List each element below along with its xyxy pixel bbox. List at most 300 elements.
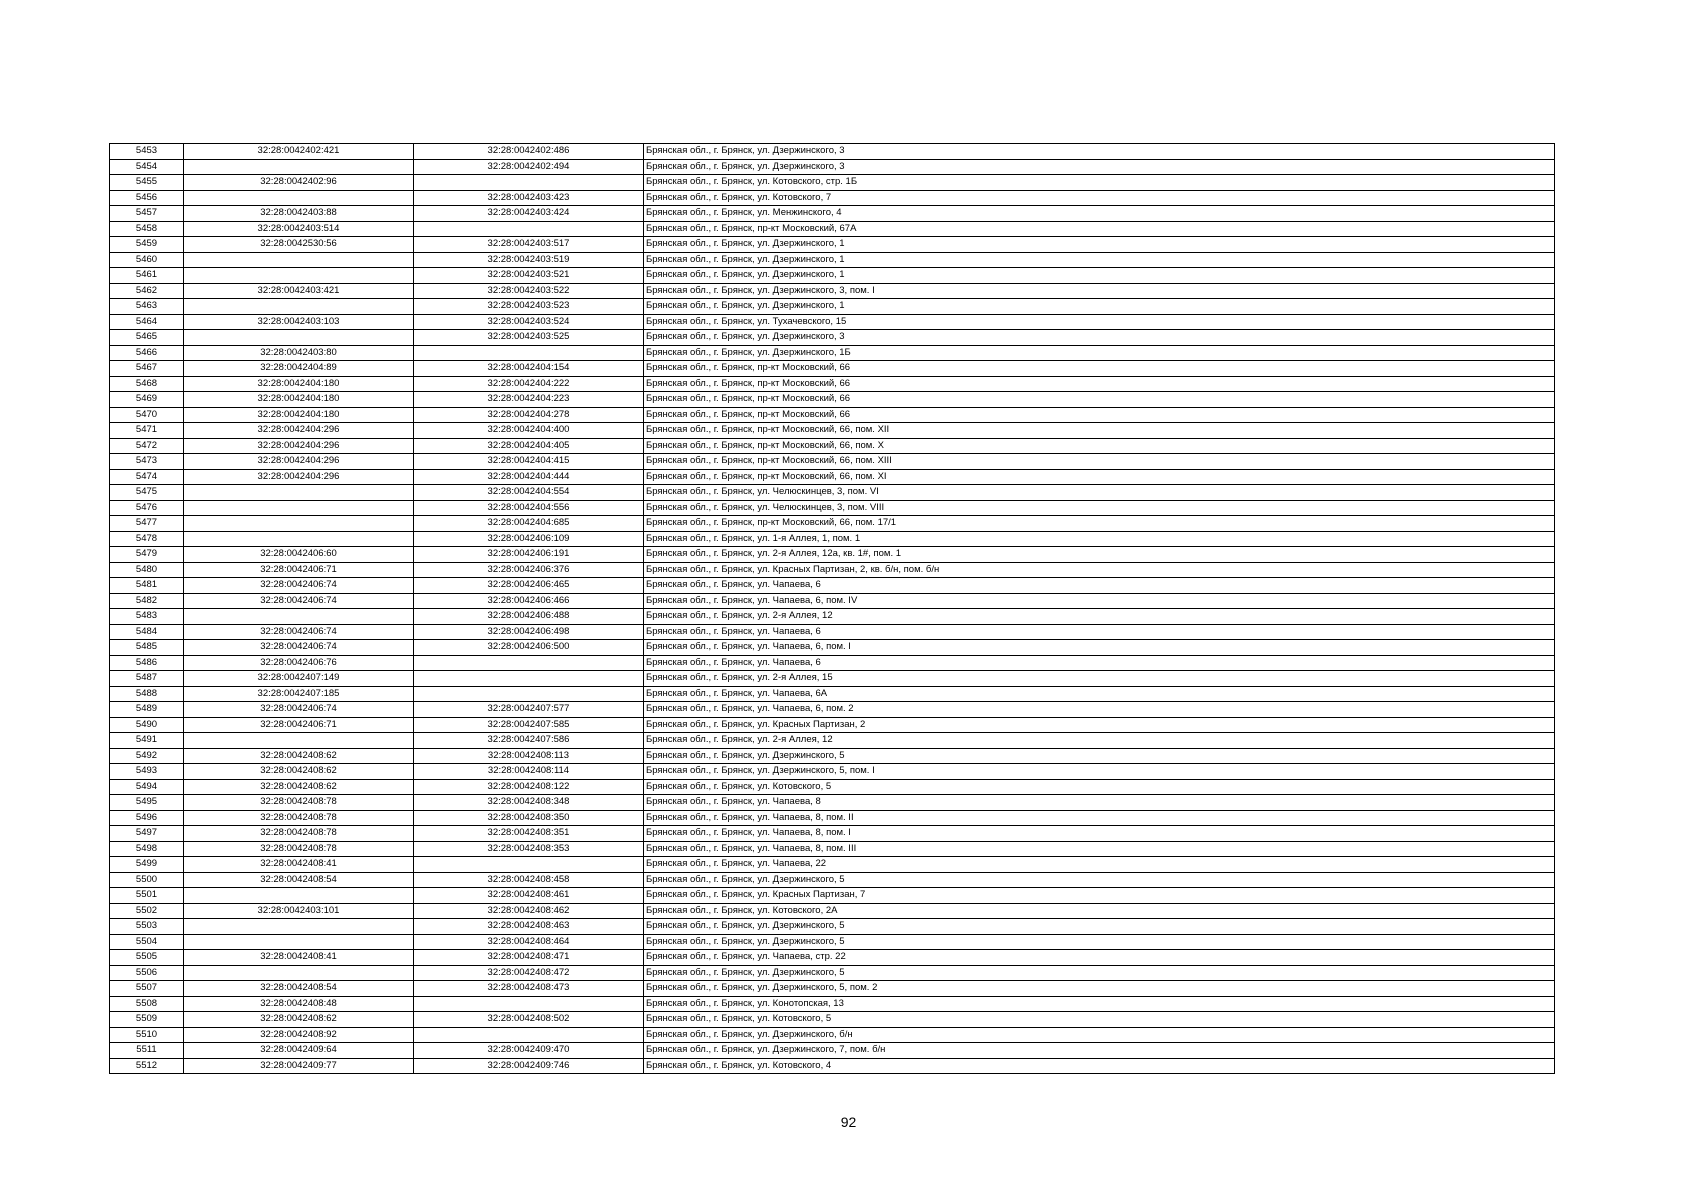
parent-cadastral-number-cell: 32:28:0042406:76 xyxy=(184,655,414,671)
address-cell: Брянская обл., г. Брянск, ул. Чапаева, 8, пом. II xyxy=(644,810,1555,826)
address-cell: Брянская обл., г. Брянск, ул. 2-я Аллея, 12 xyxy=(644,609,1555,625)
address-cell: Брянская обл., г. Брянск, пр-кт Московский, 66 xyxy=(644,376,1555,392)
row-index-cell: 5495 xyxy=(110,795,184,811)
cadastral-number-cell: 32:28:0042408:473 xyxy=(414,981,644,997)
address-cell: Брянская обл., г. Брянск, ул. Дзержинского, 5 xyxy=(644,872,1555,888)
table-row xyxy=(110,950,1555,966)
cadastral-number-cell: 32:28:0042406:191 xyxy=(414,547,644,563)
cadastral-number-cell: 32:28:0042407:577 xyxy=(414,702,644,718)
cadastral-number-cell: 32:28:0042403:525 xyxy=(414,330,644,346)
address-cell: Брянская обл., г. Брянск, ул. 1-я Аллея, 1, пом. 1 xyxy=(644,531,1555,547)
parent-cadastral-number-cell: 32:28:0042408:78 xyxy=(184,841,414,857)
parent-cadastral-number-cell: 32:28:0042404:296 xyxy=(184,423,414,439)
cadastral-number-cell: 32:28:0042408:472 xyxy=(414,965,644,981)
parent-cadastral-number-cell xyxy=(184,888,414,904)
table-row xyxy=(110,500,1555,516)
table-row xyxy=(110,655,1555,671)
cadastral-number-cell: 32:28:0042409:746 xyxy=(414,1058,644,1074)
address-cell: Брянская обл., г. Брянск, ул. Котовского, 2А xyxy=(644,903,1555,919)
row-index-cell: 5500 xyxy=(110,872,184,888)
table-row xyxy=(110,996,1555,1012)
cadastral-number-cell: 32:28:0042408:462 xyxy=(414,903,644,919)
parent-cadastral-number-cell: 32:28:0042403:421 xyxy=(184,283,414,299)
table-row xyxy=(110,934,1555,950)
address-cell: Брянская обл., г. Брянск, ул. Чапаева, 6, пом. IV xyxy=(644,593,1555,609)
address-cell: Брянская обл., г. Брянск, ул. Конотопская, 13 xyxy=(644,996,1555,1012)
cadastral-number-cell: 32:28:0042404:278 xyxy=(414,407,644,423)
parent-cadastral-number-cell: 32:28:0042406:71 xyxy=(184,562,414,578)
row-index-cell: 5464 xyxy=(110,314,184,330)
address-cell: Брянская обл., г. Брянск, ул. 2-я Аллея, 15 xyxy=(644,671,1555,687)
parent-cadastral-number-cell: 32:28:0042408:41 xyxy=(184,857,414,873)
cadastral-number-cell: 32:28:0042408:122 xyxy=(414,779,644,795)
row-index-cell: 5493 xyxy=(110,764,184,780)
parent-cadastral-number-cell xyxy=(184,531,414,547)
parent-cadastral-number-cell: 32:28:0042408:41 xyxy=(184,950,414,966)
address-cell: Брянская обл., г. Брянск, ул. Дзержинского, 1 xyxy=(644,252,1555,268)
parent-cadastral-number-cell: 32:28:0042408:62 xyxy=(184,748,414,764)
table-row xyxy=(110,345,1555,361)
cadastral-number-cell xyxy=(414,996,644,1012)
parent-cadastral-number-cell: 32:28:0042403:514 xyxy=(184,221,414,237)
address-cell: Брянская обл., г. Брянск, ул. Чапаева, стр. 22 xyxy=(644,950,1555,966)
address-cell: Брянская обл., г. Брянск, пр-кт Московский, 66 xyxy=(644,361,1555,377)
row-index-cell: 5481 xyxy=(110,578,184,594)
table-row xyxy=(110,593,1555,609)
parent-cadastral-number-cell: 32:28:0042402:421 xyxy=(184,144,414,160)
parent-cadastral-number-cell: 32:28:0042406:74 xyxy=(184,702,414,718)
address-cell: Брянская обл., г. Брянск, ул. 2-я Аллея, 12 xyxy=(644,733,1555,749)
parent-cadastral-number-cell: 32:28:0042408:62 xyxy=(184,1012,414,1028)
row-index-cell: 5471 xyxy=(110,423,184,439)
table-row xyxy=(110,826,1555,842)
table-row xyxy=(110,314,1555,330)
parent-cadastral-number-cell: 32:28:0042408:92 xyxy=(184,1027,414,1043)
table-row xyxy=(110,283,1555,299)
parent-cadastral-number-cell xyxy=(184,268,414,284)
address-cell: Брянская обл., г. Брянск, ул. 2-я Аллея, 12а, кв. 1#, пом. 1 xyxy=(644,547,1555,563)
row-index-cell: 5484 xyxy=(110,624,184,640)
parent-cadastral-number-cell: 32:28:0042403:80 xyxy=(184,345,414,361)
parent-cadastral-number-cell: 32:28:0042402:96 xyxy=(184,175,414,191)
table-row xyxy=(110,903,1555,919)
table-row xyxy=(110,841,1555,857)
parent-cadastral-number-cell: 32:28:0042408:78 xyxy=(184,826,414,842)
address-cell: Брянская обл., г. Брянск, пр-кт Московский, 66, пом. XI xyxy=(644,469,1555,485)
row-index-cell: 5465 xyxy=(110,330,184,346)
row-index-cell: 5468 xyxy=(110,376,184,392)
parent-cadastral-number-cell: 32:28:0042404:180 xyxy=(184,392,414,408)
cadastral-number-cell xyxy=(414,221,644,237)
row-index-cell: 5507 xyxy=(110,981,184,997)
address-cell: Брянская обл., г. Брянск, ул. Красных Партизан, 2 xyxy=(644,717,1555,733)
parent-cadastral-number-cell: 32:28:0042403:103 xyxy=(184,314,414,330)
parent-cadastral-number-cell xyxy=(184,965,414,981)
parent-cadastral-number-cell xyxy=(184,516,414,532)
row-index-cell: 5497 xyxy=(110,826,184,842)
address-cell: Брянская обл., г. Брянск, ул. Дзержинского, 3 xyxy=(644,144,1555,160)
cadastral-number-cell xyxy=(414,686,644,702)
table-row xyxy=(110,252,1555,268)
table-row xyxy=(110,407,1555,423)
cadastral-number-cell: 32:28:0042406:500 xyxy=(414,640,644,656)
parent-cadastral-number-cell xyxy=(184,485,414,501)
parent-cadastral-number-cell: 32:28:0042403:88 xyxy=(184,206,414,222)
row-index-cell: 5502 xyxy=(110,903,184,919)
table-row xyxy=(110,485,1555,501)
parent-cadastral-number-cell: 32:28:0042404:180 xyxy=(184,407,414,423)
cadastral-number-cell xyxy=(414,671,644,687)
row-index-cell: 5458 xyxy=(110,221,184,237)
address-cell: Брянская обл., г. Брянск, ул. Чапаева, 8 xyxy=(644,795,1555,811)
table-row xyxy=(110,190,1555,206)
row-index-cell: 5485 xyxy=(110,640,184,656)
cadastral-number-cell: 32:28:0042403:522 xyxy=(414,283,644,299)
table-row xyxy=(110,237,1555,253)
row-index-cell: 5479 xyxy=(110,547,184,563)
row-index-cell: 5494 xyxy=(110,779,184,795)
row-index-cell: 5498 xyxy=(110,841,184,857)
row-index-cell: 5488 xyxy=(110,686,184,702)
parent-cadastral-number-cell: 32:28:0042409:77 xyxy=(184,1058,414,1074)
parent-cadastral-number-cell xyxy=(184,299,414,315)
cadastral-number-cell: 32:28:0042402:494 xyxy=(414,159,644,175)
address-cell: Брянская обл., г. Брянск, ул. Дзержинского, 3 xyxy=(644,330,1555,346)
parent-cadastral-number-cell: 32:28:0042407:149 xyxy=(184,671,414,687)
table-row xyxy=(110,206,1555,222)
cadastral-number-cell: 32:28:0042403:524 xyxy=(414,314,644,330)
parent-cadastral-number-cell xyxy=(184,330,414,346)
cadastral-number-cell: 32:28:0042408:113 xyxy=(414,748,644,764)
parent-cadastral-number-cell: 32:28:0042406:74 xyxy=(184,624,414,640)
cadastral-number-cell: 32:28:0042407:586 xyxy=(414,733,644,749)
parent-cadastral-number-cell: 32:28:0042408:62 xyxy=(184,779,414,795)
cadastral-number-cell: 32:28:0042408:351 xyxy=(414,826,644,842)
table-row xyxy=(110,981,1555,997)
row-index-cell: 5466 xyxy=(110,345,184,361)
cadastral-number-cell: 32:28:0042406:498 xyxy=(414,624,644,640)
address-cell: Брянская обл., г. Брянск, ул. Дзержинского, 3, пом. I xyxy=(644,283,1555,299)
registry-table-body xyxy=(110,144,1555,1074)
table-row xyxy=(110,764,1555,780)
table-row xyxy=(110,392,1555,408)
row-index-cell: 5473 xyxy=(110,454,184,470)
parent-cadastral-number-cell: 32:28:0042408:48 xyxy=(184,996,414,1012)
row-index-cell: 5463 xyxy=(110,299,184,315)
address-cell: Брянская обл., г. Брянск, ул. Чапаева, 6, пом. I xyxy=(644,640,1555,656)
parent-cadastral-number-cell: 32:28:0042404:180 xyxy=(184,376,414,392)
table-row xyxy=(110,1027,1555,1043)
row-index-cell: 5478 xyxy=(110,531,184,547)
cadastral-number-cell: 32:28:0042408:463 xyxy=(414,919,644,935)
address-cell: Брянская обл., г. Брянск, ул. Котовского, 5 xyxy=(644,779,1555,795)
table-row xyxy=(110,299,1555,315)
row-index-cell: 5454 xyxy=(110,159,184,175)
cadastral-number-cell: 32:28:0042404:556 xyxy=(414,500,644,516)
table-row xyxy=(110,810,1555,826)
table-row xyxy=(110,1012,1555,1028)
parent-cadastral-number-cell: 32:28:0042408:54 xyxy=(184,872,414,888)
address-cell: Брянская обл., г. Брянск, ул. Котовского, стр. 1Б xyxy=(644,175,1555,191)
cadastral-number-cell xyxy=(414,175,644,191)
address-cell: Брянская обл., г. Брянск, пр-кт Московский, 66, пом. 17/1 xyxy=(644,516,1555,532)
row-index-cell: 5462 xyxy=(110,283,184,299)
table-row xyxy=(110,268,1555,284)
row-index-cell: 5457 xyxy=(110,206,184,222)
row-index-cell: 5490 xyxy=(110,717,184,733)
cadastral-number-cell: 32:28:0042404:154 xyxy=(414,361,644,377)
cadastral-number-cell: 32:28:0042402:486 xyxy=(414,144,644,160)
address-cell: Брянская обл., г. Брянск, ул. Дзержинского, 5 xyxy=(644,965,1555,981)
registry-table xyxy=(109,143,1555,1074)
parent-cadastral-number-cell: 32:28:0042408:62 xyxy=(184,764,414,780)
table-row xyxy=(110,376,1555,392)
address-cell: Брянская обл., г. Брянск, ул. Красных Партизан, 2, кв. б/н, пом. б/н xyxy=(644,562,1555,578)
row-index-cell: 5477 xyxy=(110,516,184,532)
address-cell: Брянская обл., г. Брянск, ул. Чапаева, 8, пом. I xyxy=(644,826,1555,842)
address-cell: Брянская обл., г. Брянск, ул. Дзержинского, 1 xyxy=(644,268,1555,284)
address-cell: Брянская обл., г. Брянск, ул. Тухачевского, 15 xyxy=(644,314,1555,330)
row-index-cell: 5492 xyxy=(110,748,184,764)
address-cell: Брянская обл., г. Брянск, ул. Чапаева, 6 xyxy=(644,655,1555,671)
address-cell: Брянская обл., г. Брянск, ул. Дзержинского, 1 xyxy=(644,299,1555,315)
address-cell: Брянская обл., г. Брянск, пр-кт Московский, 66, пом. XIII xyxy=(644,454,1555,470)
row-index-cell: 5486 xyxy=(110,655,184,671)
address-cell: Брянская обл., г. Брянск, пр-кт Московский, 66, пом. XII xyxy=(644,423,1555,439)
table-row xyxy=(110,671,1555,687)
row-index-cell: 5508 xyxy=(110,996,184,1012)
cadastral-number-cell: 32:28:0042408:471 xyxy=(414,950,644,966)
table-row xyxy=(110,717,1555,733)
row-index-cell: 5509 xyxy=(110,1012,184,1028)
parent-cadastral-number-cell: 32:28:0042408:78 xyxy=(184,810,414,826)
table-row xyxy=(110,562,1555,578)
table-row xyxy=(110,469,1555,485)
row-index-cell: 5499 xyxy=(110,857,184,873)
address-cell: Брянская обл., г. Брянск, ул. Дзержинского, 3 xyxy=(644,159,1555,175)
table-row xyxy=(110,516,1555,532)
row-index-cell: 5472 xyxy=(110,438,184,454)
table-row xyxy=(110,857,1555,873)
row-index-cell: 5455 xyxy=(110,175,184,191)
parent-cadastral-number-cell: 32:28:0042407:185 xyxy=(184,686,414,702)
cadastral-number-cell: 32:28:0042408:464 xyxy=(414,934,644,950)
parent-cadastral-number-cell xyxy=(184,919,414,935)
row-index-cell: 5475 xyxy=(110,485,184,501)
cadastral-number-cell: 32:28:0042406:109 xyxy=(414,531,644,547)
address-cell: Брянская обл., г. Брянск, ул. Дзержинского, 5 xyxy=(644,748,1555,764)
parent-cadastral-number-cell xyxy=(184,609,414,625)
table-row xyxy=(110,1058,1555,1074)
page-number: 92 xyxy=(840,1114,857,1130)
parent-cadastral-number-cell: 32:28:0042404:296 xyxy=(184,469,414,485)
cadastral-number-cell: 32:28:0042408:458 xyxy=(414,872,644,888)
parent-cadastral-number-cell: 32:28:0042406:60 xyxy=(184,547,414,563)
address-cell: Брянская обл., г. Брянск, ул. Дзержинского, 5, пом. 2 xyxy=(644,981,1555,997)
parent-cadastral-number-cell: 32:28:0042404:296 xyxy=(184,454,414,470)
row-index-cell: 5482 xyxy=(110,593,184,609)
address-cell: Брянская обл., г. Брянск, ул. Чапаева, 6 xyxy=(644,624,1555,640)
address-cell: Брянская обл., г. Брянск, ул. Чапаева, 22 xyxy=(644,857,1555,873)
cadastral-number-cell: 32:28:0042404:400 xyxy=(414,423,644,439)
address-cell: Брянская обл., г. Брянск, ул. Челюскинцев, 3, пом. VIII xyxy=(644,500,1555,516)
row-index-cell: 5476 xyxy=(110,500,184,516)
table-row xyxy=(110,748,1555,764)
parent-cadastral-number-cell: 32:28:0042408:54 xyxy=(184,981,414,997)
parent-cadastral-number-cell: 32:28:0042404:89 xyxy=(184,361,414,377)
table-row xyxy=(110,779,1555,795)
table-row xyxy=(110,702,1555,718)
parent-cadastral-number-cell xyxy=(184,500,414,516)
table-row xyxy=(110,221,1555,237)
address-cell: Брянская обл., г. Брянск, ул. Дзержинского, б/н xyxy=(644,1027,1555,1043)
cadastral-number-cell: 32:28:0042404:444 xyxy=(414,469,644,485)
cadastral-number-cell: 32:28:0042403:521 xyxy=(414,268,644,284)
address-cell: Брянская обл., г. Брянск, пр-кт Московский, 66, пом. X xyxy=(644,438,1555,454)
row-index-cell: 5470 xyxy=(110,407,184,423)
table-row xyxy=(110,423,1555,439)
row-index-cell: 5501 xyxy=(110,888,184,904)
parent-cadastral-number-cell xyxy=(184,934,414,950)
address-cell: Брянская обл., г. Брянск, ул. Чапаева, 6 xyxy=(644,578,1555,594)
cadastral-number-cell: 32:28:0042403:423 xyxy=(414,190,644,206)
row-index-cell: 5460 xyxy=(110,252,184,268)
cadastral-number-cell: 32:28:0042404:554 xyxy=(414,485,644,501)
row-index-cell: 5504 xyxy=(110,934,184,950)
address-cell: Брянская обл., г. Брянск, ул. Дзержинского, 5, пом. I xyxy=(644,764,1555,780)
row-index-cell: 5456 xyxy=(110,190,184,206)
address-cell: Брянская обл., г. Брянск, ул. Котовского, 4 xyxy=(644,1058,1555,1074)
table-row xyxy=(110,686,1555,702)
cadastral-number-cell: 32:28:0042408:353 xyxy=(414,841,644,857)
table-row xyxy=(110,330,1555,346)
table-row xyxy=(110,1043,1555,1059)
table-row xyxy=(110,795,1555,811)
row-index-cell: 5503 xyxy=(110,919,184,935)
address-cell: Брянская обл., г. Брянск, ул. Котовского, 5 xyxy=(644,1012,1555,1028)
parent-cadastral-number-cell: 32:28:0042408:78 xyxy=(184,795,414,811)
parent-cadastral-number-cell: 32:28:0042409:64 xyxy=(184,1043,414,1059)
row-index-cell: 5506 xyxy=(110,965,184,981)
cadastral-number-cell: 32:28:0042404:405 xyxy=(414,438,644,454)
address-cell: Брянская обл., г. Брянск, ул. Котовского, 7 xyxy=(644,190,1555,206)
row-index-cell: 5491 xyxy=(110,733,184,749)
address-cell: Брянская обл., г. Брянск, пр-кт Московский, 66 xyxy=(644,407,1555,423)
cadastral-number-cell: 32:28:0042403:523 xyxy=(414,299,644,315)
cadastral-number-cell: 32:28:0042404:685 xyxy=(414,516,644,532)
cadastral-number-cell: 32:28:0042407:585 xyxy=(414,717,644,733)
cadastral-number-cell: 32:28:0042406:488 xyxy=(414,609,644,625)
address-cell: Брянская обл., г. Брянск, ул. Дзержинского, 1Б xyxy=(644,345,1555,361)
cadastral-number-cell xyxy=(414,1027,644,1043)
cadastral-number-cell xyxy=(414,655,644,671)
address-cell: Брянская обл., г. Брянск, пр-кт Московский, 67А xyxy=(644,221,1555,237)
cadastral-number-cell: 32:28:0042408:502 xyxy=(414,1012,644,1028)
parent-cadastral-number-cell: 32:28:0042406:74 xyxy=(184,640,414,656)
address-cell: Брянская обл., г. Брянск, ул. Дзержинского, 5 xyxy=(644,934,1555,950)
table-row xyxy=(110,965,1555,981)
cadastral-number-cell: 32:28:0042408:114 xyxy=(414,764,644,780)
address-cell: Брянская обл., г. Брянск, ул. Челюскинцев, 3, пом. VI xyxy=(644,485,1555,501)
cadastral-number-cell: 32:28:0042406:376 xyxy=(414,562,644,578)
cadastral-number-cell: 32:28:0042408:350 xyxy=(414,810,644,826)
table-row xyxy=(110,175,1555,191)
cadastral-number-cell: 32:28:0042403:519 xyxy=(414,252,644,268)
row-index-cell: 5480 xyxy=(110,562,184,578)
row-index-cell: 5489 xyxy=(110,702,184,718)
row-index-cell: 5496 xyxy=(110,810,184,826)
row-index-cell: 5487 xyxy=(110,671,184,687)
table-row xyxy=(110,531,1555,547)
parent-cadastral-number-cell xyxy=(184,190,414,206)
cadastral-number-cell: 32:28:0042403:517 xyxy=(414,237,644,253)
table-row xyxy=(110,919,1555,935)
address-cell: Брянская обл., г. Брянск, ул. Дзержинского, 1 xyxy=(644,237,1555,253)
row-index-cell: 5510 xyxy=(110,1027,184,1043)
table-row xyxy=(110,361,1555,377)
cadastral-number-cell: 32:28:0042408:461 xyxy=(414,888,644,904)
cadastral-number-cell: 32:28:0042404:415 xyxy=(414,454,644,470)
address-cell: Брянская обл., г. Брянск, ул. Красных Партизан, 7 xyxy=(644,888,1555,904)
table-row xyxy=(110,872,1555,888)
parent-cadastral-number-cell: 32:28:0042406:74 xyxy=(184,593,414,609)
table-row xyxy=(110,454,1555,470)
table-row xyxy=(110,144,1555,160)
table-row xyxy=(110,624,1555,640)
row-index-cell: 5459 xyxy=(110,237,184,253)
table-row xyxy=(110,547,1555,563)
address-cell: Брянская обл., г. Брянск, ул. Дзержинского, 7, пом. б/н xyxy=(644,1043,1555,1059)
row-index-cell: 5512 xyxy=(110,1058,184,1074)
cadastral-number-cell: 32:28:0042408:348 xyxy=(414,795,644,811)
parent-cadastral-number-cell xyxy=(184,733,414,749)
cadastral-number-cell: 32:28:0042404:222 xyxy=(414,376,644,392)
address-cell: Брянская обл., г. Брянск, ул. Чапаева, 6, пом. 2 xyxy=(644,702,1555,718)
parent-cadastral-number-cell: 32:28:0042406:71 xyxy=(184,717,414,733)
parent-cadastral-number-cell: 32:28:0042406:74 xyxy=(184,578,414,594)
cadastral-number-cell: 32:28:0042406:466 xyxy=(414,593,644,609)
row-index-cell: 5469 xyxy=(110,392,184,408)
row-index-cell: 5505 xyxy=(110,950,184,966)
table-row xyxy=(110,438,1555,454)
address-cell: Брянская обл., г. Брянск, пр-кт Московский, 66 xyxy=(644,392,1555,408)
cadastral-number-cell: 32:28:0042403:424 xyxy=(414,206,644,222)
table-row xyxy=(110,640,1555,656)
parent-cadastral-number-cell: 32:28:0042404:296 xyxy=(184,438,414,454)
row-index-cell: 5453 xyxy=(110,144,184,160)
table-row xyxy=(110,733,1555,749)
cadastral-number-cell: 32:28:0042409:470 xyxy=(414,1043,644,1059)
address-cell: Брянская обл., г. Брянск, ул. Менжинского, 4 xyxy=(644,206,1555,222)
parent-cadastral-number-cell xyxy=(184,252,414,268)
cadastral-number-cell xyxy=(414,857,644,873)
address-cell: Брянская обл., г. Брянск, ул. Дзержинского, 5 xyxy=(644,919,1555,935)
row-index-cell: 5474 xyxy=(110,469,184,485)
table-row xyxy=(110,159,1555,175)
table-row xyxy=(110,609,1555,625)
row-index-cell: 5483 xyxy=(110,609,184,625)
table-row xyxy=(110,578,1555,594)
address-cell: Брянская обл., г. Брянск, ул. Чапаева, 6А xyxy=(644,686,1555,702)
parent-cadastral-number-cell: 32:28:0042530:56 xyxy=(184,237,414,253)
cadastral-number-cell xyxy=(414,345,644,361)
cadastral-number-cell: 32:28:0042406:465 xyxy=(414,578,644,594)
row-index-cell: 5467 xyxy=(110,361,184,377)
address-cell: Брянская обл., г. Брянск, ул. Чапаева, 8, пом. III xyxy=(644,841,1555,857)
parent-cadastral-number-cell xyxy=(184,159,414,175)
parent-cadastral-number-cell: 32:28:0042403:101 xyxy=(184,903,414,919)
row-index-cell: 5511 xyxy=(110,1043,184,1059)
